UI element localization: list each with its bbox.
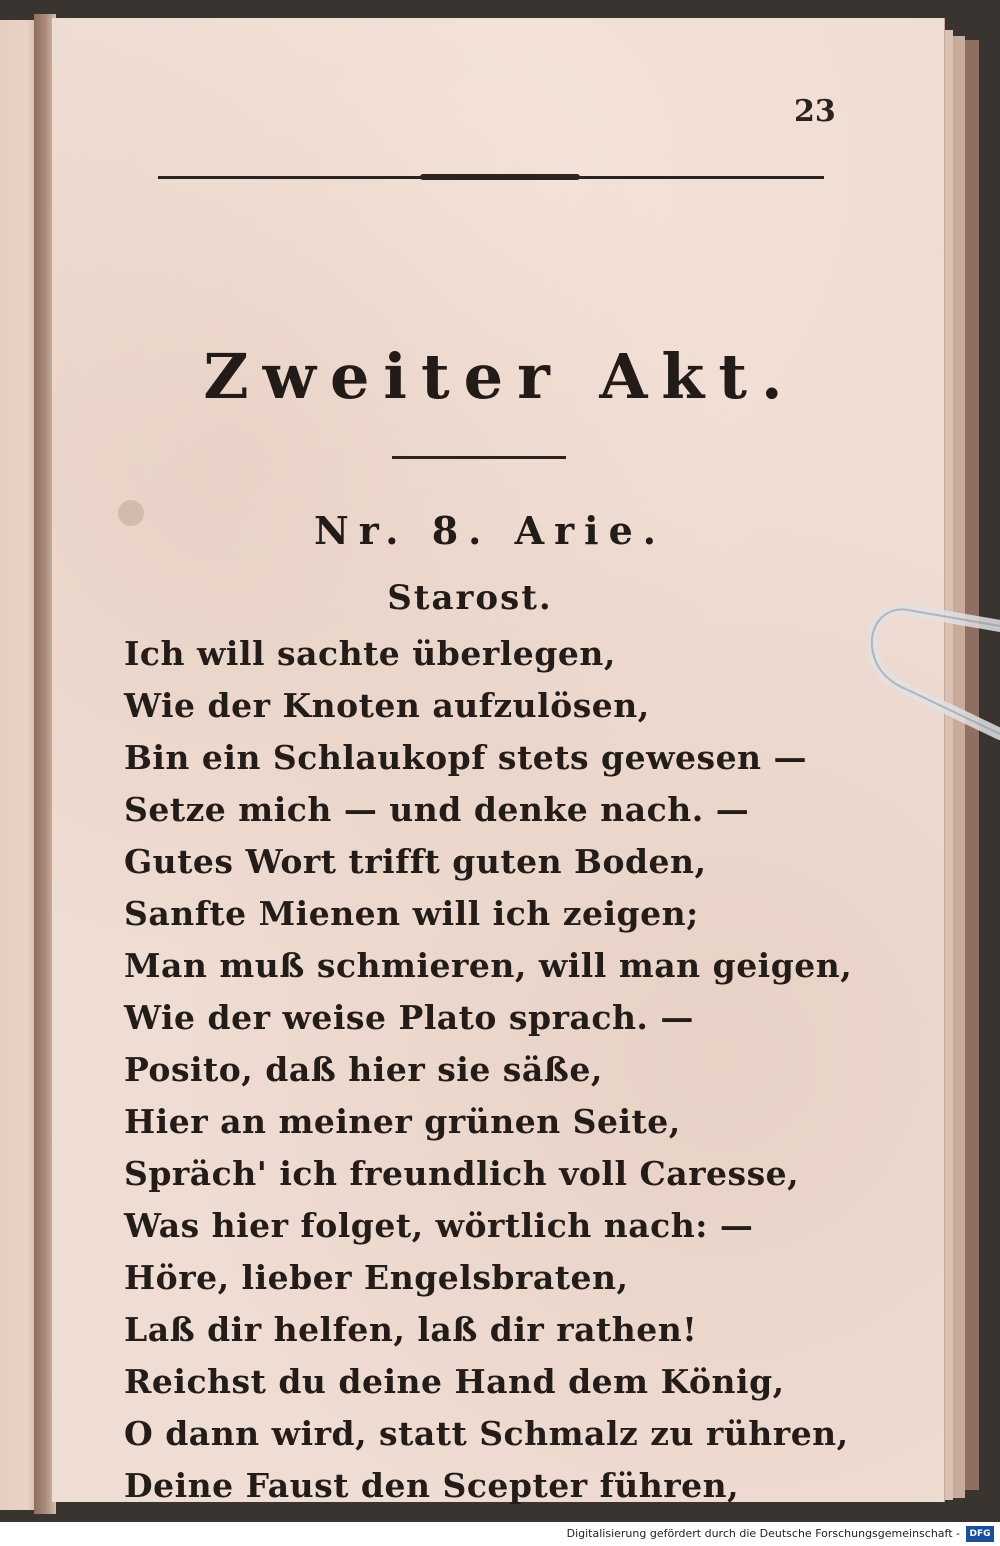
act-title: Zweiter Akt. [203, 340, 797, 413]
verse-line: Deine Faust den Scepter führen, [124, 1466, 740, 1505]
verse-line: Laß dir helfen, laß dir rathen! [124, 1310, 698, 1349]
verse-block [124, 628, 853, 1512]
verse-line: Gutes Wort trifft guten Boden, [124, 842, 707, 881]
verse-line: Posito, daß hier sie säße, [124, 1050, 603, 1089]
verse-line: Bin ein Schlaukopf stets gewesen — [124, 738, 808, 777]
title-rule [392, 456, 566, 459]
page-number: 23 [794, 94, 836, 129]
verse-line: O dann wird, statt Schmalz zu rühren, [124, 1414, 849, 1453]
verse-line: Hier an meiner grünen Seite, [124, 1102, 681, 1141]
aria-heading: Nr. 8. Arie. [314, 508, 666, 553]
footer-bar [0, 1522, 1000, 1546]
speaker-name: Starost. [387, 578, 553, 618]
verse-line: Was hier folget, wörtlich nach: — [124, 1206, 754, 1245]
verse-line: Wie der Knoten aufzulösen, [124, 686, 650, 725]
funding-credit: Digitalisierung gefördert durch die Deutsche Forschungsgemeinschaft - [566, 1527, 960, 1540]
verse-line: Reichst du deine Hand dem König, [124, 1362, 785, 1401]
verse-line: Ich will sachte überlegen, [124, 634, 616, 673]
verse-line: Sanfte Mienen will ich zeigen; [124, 894, 699, 933]
verse-line: Höre, lieber Engelsbraten, [124, 1258, 629, 1297]
paper-clip-icon [868, 606, 1000, 746]
dfg-logo-icon: DFG [966, 1526, 994, 1542]
verse-line: Wie der weise Plato sprach. — [124, 998, 694, 1037]
verse-line: Setze mich — und denke nach. — [124, 790, 750, 829]
header-rule-swell [420, 174, 580, 180]
verse-line: Man muß schmieren, will man geigen, [124, 946, 853, 985]
page-edge [963, 40, 979, 1490]
verse-line: Spräch' ich freundlich voll Caresse, [124, 1154, 800, 1193]
paper-stain [118, 500, 144, 526]
